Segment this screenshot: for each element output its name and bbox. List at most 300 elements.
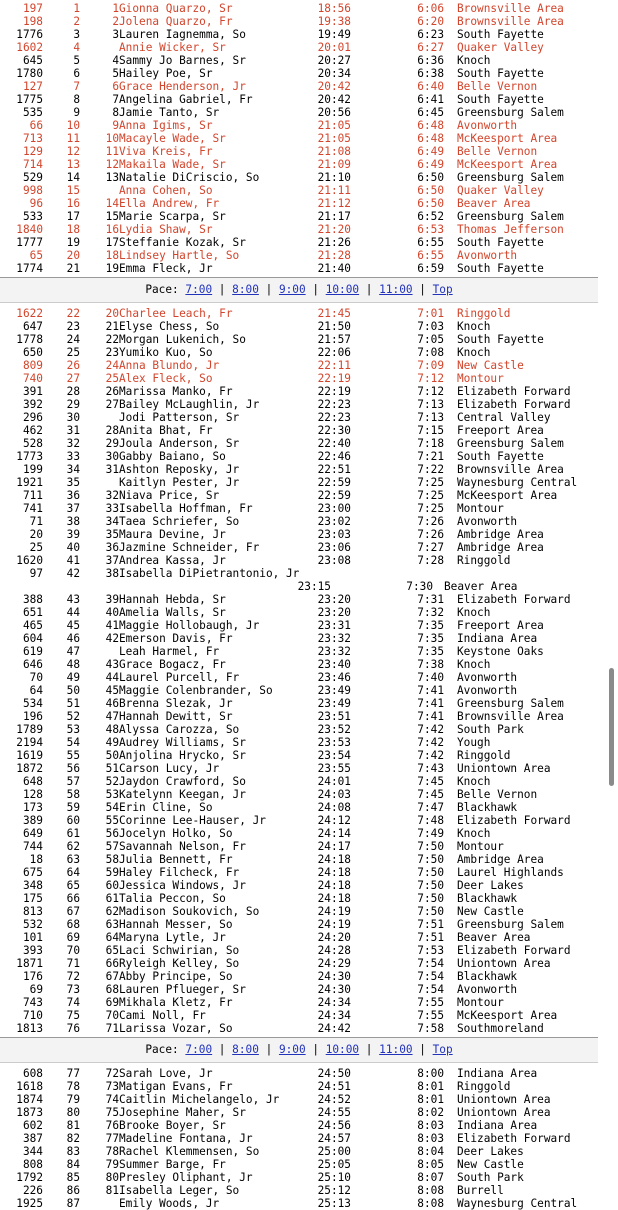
pace-link-7-00[interactable]: 7:00 <box>185 1043 213 1056</box>
result-row <box>0 853 618 866</box>
team-name: Elizabeth Forward <box>457 398 571 411</box>
runner-name: Madison Soukovich, So <box>119 905 260 918</box>
overall-place: 39 <box>66 528 80 541</box>
pace-link-9-00[interactable]: 9:00 <box>278 1043 306 1056</box>
team-place: 16 <box>105 223 119 236</box>
team-place: 66 <box>105 957 119 970</box>
team-name: South Park <box>457 1171 524 1184</box>
finish-time: 21:45 <box>317 307 351 320</box>
team-name: South Fayette <box>457 28 544 41</box>
runner-name: Hannah Dewitt, Sr <box>119 710 233 723</box>
runner-name: Sarah Love, Jr <box>119 1067 213 1080</box>
team-place: 19 <box>105 262 119 275</box>
overall-place: 68 <box>66 918 80 931</box>
pace: 7:55 <box>417 996 444 1009</box>
runner-name: Gionna Quarzo, Sr <box>119 2 233 15</box>
pace: 7:40 <box>417 671 444 684</box>
vertical-scrollbar[interactable] <box>609 668 614 786</box>
overall-place: 56 <box>66 762 80 775</box>
result-row <box>0 385 618 398</box>
overall-place: 5 <box>73 54 80 67</box>
bib-number: 645 <box>22 54 43 67</box>
finish-time: 19:38 <box>317 15 351 28</box>
team-place: 80 <box>105 1171 119 1184</box>
bib-number: 389 <box>22 814 43 827</box>
overall-place: 49 <box>66 671 80 684</box>
runner-name: Morgan Lukenich, So <box>119 333 246 346</box>
team-name: Elizabeth Forward <box>457 944 571 957</box>
runner-name: Macayle Wade, Sr <box>119 132 226 145</box>
bib-number: 199 <box>22 463 43 476</box>
finish-time: 21:40 <box>317 262 351 275</box>
team-place: 13 <box>105 171 119 184</box>
team-place: 48 <box>105 723 119 736</box>
pace: 7:12 <box>417 385 444 398</box>
runner-name: Lauren Iagnemma, So <box>119 28 246 41</box>
bib-number: 604 <box>22 632 43 645</box>
bib-number: 651 <box>22 606 43 619</box>
runner-name: Lydia Shaw, Sr <box>119 223 213 236</box>
finish-time: 24:56 <box>317 1119 351 1132</box>
bib-number: 1873 <box>16 1106 43 1119</box>
finish-time: 22:40 <box>317 437 351 450</box>
result-row <box>0 619 618 632</box>
team-name: Keystone Oaks <box>457 645 544 658</box>
bib-number: 1773 <box>16 450 43 463</box>
team-place: 8 <box>112 106 119 119</box>
result-row <box>0 28 618 41</box>
bib-number: 391 <box>22 385 43 398</box>
pace: 7:42 <box>417 749 444 762</box>
pace-link-7-00[interactable]: 7:00 <box>185 283 213 296</box>
pace-link-8-00[interactable]: 8:00 <box>232 283 259 296</box>
runner-name: Haley Filcheck, Fr <box>119 866 240 879</box>
finish-time: 23:52 <box>317 723 351 736</box>
runner-name: Jolena Quarzo, Fr <box>119 15 233 28</box>
overall-place: 47 <box>66 645 80 658</box>
bib-number: 602 <box>22 1119 43 1132</box>
bib-number: 70 <box>29 671 43 684</box>
finish-time: 24:08 <box>317 801 351 814</box>
pace-link-11-00[interactable]: 11:00 <box>379 283 413 296</box>
team-place: 10 <box>105 132 119 145</box>
team-name: Quaker Valley <box>457 184 544 197</box>
overall-place: 70 <box>66 944 80 957</box>
overall-place: 21 <box>66 262 80 275</box>
finish-time: 25:00 <box>317 1145 351 1158</box>
overall-place: 9 <box>73 106 80 119</box>
finish-time: 24:30 <box>317 970 351 983</box>
result-row <box>0 684 618 697</box>
runner-name: Jessica Windows, Jr <box>119 879 246 892</box>
team-place: 18 <box>105 249 119 262</box>
result-row <box>0 359 618 372</box>
team-name: Ringgold <box>457 307 511 320</box>
bib-number: 1780 <box>16 67 43 80</box>
team-name: Uniontown Area <box>457 1106 551 1119</box>
result-row <box>0 262 618 275</box>
bib-number: 462 <box>22 424 43 437</box>
bib-number: 388 <box>22 593 43 606</box>
bib-number: 608 <box>22 1067 43 1080</box>
bib-number: 226 <box>22 1184 43 1197</box>
overall-place: 35 <box>66 476 80 489</box>
team-name: Greensburg Salem <box>457 697 564 710</box>
runner-name: Jamie Tanto, Sr <box>119 106 220 119</box>
finish-time: 23:20 <box>317 606 351 619</box>
finish-time: 21:57 <box>317 333 351 346</box>
runner-name: Marie Scarpa, Sr <box>119 210 226 223</box>
bib-number: 1874 <box>16 1093 43 1106</box>
team-place: 5 <box>112 67 119 80</box>
bib-number: 1774 <box>16 262 43 275</box>
pace: 7:43 <box>417 762 444 775</box>
finish-time: 21:08 <box>317 145 351 158</box>
team-place: 34 <box>105 515 119 528</box>
team-place: 62 <box>105 905 119 918</box>
bib-number: 619 <box>22 645 43 658</box>
team-name: Burrell <box>457 1184 504 1197</box>
overall-place: 84 <box>66 1158 80 1171</box>
result-row <box>0 775 618 788</box>
team-name: South Fayette <box>457 262 544 275</box>
team-name: Waynesburg Central <box>457 476 578 489</box>
bib-number: 64 <box>29 684 43 697</box>
runner-name: Sammy Jo Barnes, Sr <box>119 54 246 67</box>
result-row <box>0 1119 618 1132</box>
team-name: Montour <box>457 372 504 385</box>
finish-time: 23:20 <box>317 593 351 606</box>
result-row <box>0 1067 618 1080</box>
runner-name: Alex Fleck, So <box>119 372 213 385</box>
team-place: 71 <box>105 1022 119 1035</box>
runner-name: Anna Blundo, Jr <box>119 359 220 372</box>
team-name: Greensburg Salem <box>457 918 564 931</box>
finish-time: 23:03 <box>317 528 351 541</box>
team-place: 45 <box>105 684 119 697</box>
finish-time: 24:28 <box>317 944 351 957</box>
team-place: 29 <box>105 437 119 450</box>
runner-name: Corinne Lee-Hauser, Jr <box>119 814 266 827</box>
result-row <box>0 801 618 814</box>
team-place: 37 <box>105 554 119 567</box>
pace-link-8-00[interactable]: 8:00 <box>232 1043 259 1056</box>
team-place: 56 <box>105 827 119 840</box>
team-place: 33 <box>105 502 119 515</box>
bib-number: 20 <box>29 528 43 541</box>
overall-place: 30 <box>66 411 80 424</box>
pace: 6:06 <box>417 2 444 15</box>
pace-separator: | <box>359 283 380 296</box>
result-row <box>0 346 618 359</box>
bib-number: 96 <box>29 197 43 210</box>
pace: 7:18 <box>417 437 444 450</box>
finish-time: 21:26 <box>317 236 351 249</box>
team-name: Laurel Highlands <box>457 866 564 879</box>
overall-place: 33 <box>66 450 80 463</box>
result-row <box>0 41 618 54</box>
finish-time: 25:13 <box>317 1197 351 1210</box>
overall-place: 3 <box>73 28 80 41</box>
runner-name: Jocelyn Holko, So <box>119 827 233 840</box>
result-row <box>0 606 618 619</box>
finish-time: 23:32 <box>317 645 351 658</box>
pace: 7:27 <box>417 541 444 554</box>
pace-link-10-00[interactable]: 10:00 <box>325 1043 360 1056</box>
overall-place: 23 <box>66 320 80 333</box>
team-place: 47 <box>105 710 119 723</box>
runner-name: Audrey Williams, Sr <box>119 736 246 749</box>
team-name: Ringgold <box>457 554 511 567</box>
finish-time: 23:00 <box>317 502 351 515</box>
overall-place: 15 <box>66 184 80 197</box>
result-row <box>0 892 618 905</box>
result-row <box>0 1158 618 1171</box>
team-name: Avonworth <box>457 515 518 528</box>
result-row <box>0 1093 618 1106</box>
finish-time: 23:46 <box>317 671 351 684</box>
result-row <box>0 223 618 236</box>
overall-place: 78 <box>66 1080 80 1093</box>
finish-time: 22:11 <box>317 359 351 372</box>
team-place: 31 <box>105 463 119 476</box>
overall-place: 26 <box>66 359 80 372</box>
overall-place: 86 <box>66 1184 80 1197</box>
team-place: 58 <box>105 853 119 866</box>
pace: 6:55 <box>417 249 444 262</box>
pace: 7:55 <box>417 1009 444 1022</box>
finish-time: 24:19 <box>317 905 351 918</box>
pace-link-9-00[interactable]: 9:00 <box>278 283 306 296</box>
pace: 8:08 <box>417 1184 444 1197</box>
finish-time: 21:11 <box>317 184 351 197</box>
result-row <box>0 645 618 658</box>
bib-number: 646 <box>22 658 43 671</box>
overall-place: 87 <box>66 1197 80 1210</box>
finish-time: 23:49 <box>317 684 351 697</box>
pace: 7:22 <box>417 463 444 476</box>
team-place: 77 <box>105 1132 119 1145</box>
team-place: 28 <box>105 424 119 437</box>
team-place: 55 <box>105 814 119 827</box>
bib-number: 2194 <box>16 736 43 749</box>
finish-time: 18:56 <box>317 2 351 15</box>
team-name: McKeesport Area <box>457 1009 558 1022</box>
result-row <box>0 476 618 489</box>
bib-number: 69 <box>29 983 43 996</box>
team-name: Knoch <box>457 658 491 671</box>
finish-time: 24:17 <box>317 840 351 853</box>
overall-place: 43 <box>66 593 80 606</box>
result-row <box>0 905 618 918</box>
team-name: South Fayette <box>457 333 544 346</box>
team-name: Knoch <box>457 54 491 67</box>
runner-name: Gabby Baiano, So <box>119 450 226 463</box>
team-place: 7 <box>112 93 119 106</box>
pace: 7:25 <box>417 489 444 502</box>
overall-place: 48 <box>66 658 80 671</box>
finish-time: 20:27 <box>317 54 351 67</box>
overall-place: 63 <box>66 853 80 866</box>
overall-place: 66 <box>66 892 80 905</box>
runner-name: Carson Lucy, Jr <box>119 762 220 775</box>
team-name: Blackhawk <box>457 970 518 983</box>
bib-number: 101 <box>22 931 43 944</box>
team-place: 54 <box>105 801 119 814</box>
runner-name: Abby Principe, So <box>119 970 233 983</box>
pace: 7:21 <box>417 450 444 463</box>
pace: 6:45 <box>417 106 444 119</box>
runner-name: Kaitlyn Pester, Jr <box>119 476 240 489</box>
result-row <box>0 996 618 1009</box>
overall-place: 18 <box>66 223 80 236</box>
team-place: 2 <box>112 15 119 28</box>
finish-time: 23:15 <box>297 580 331 593</box>
runner-name: Caitlin Michelangelo, Jr <box>119 1093 280 1106</box>
runner-name: Isabella DiPietrantonio, Jr <box>119 567 300 580</box>
team-place: 20 <box>105 307 119 320</box>
team-place: 4 <box>112 54 119 67</box>
team-name: Quaker Valley <box>457 41 544 54</box>
top-link[interactable]: Top <box>432 1043 453 1056</box>
runner-name: Natalie DiCriscio, So <box>119 171 260 184</box>
runner-name: Elyse Chess, So <box>119 320 220 333</box>
team-name: Ambridge Area <box>457 528 544 541</box>
result-row <box>0 119 618 132</box>
finish-time: 24:18 <box>317 853 351 866</box>
finish-time: 22:19 <box>317 385 351 398</box>
result-row <box>0 1197 618 1210</box>
result-row <box>0 320 618 333</box>
finish-time: 23:02 <box>317 515 351 528</box>
bib-number: 741 <box>22 502 43 515</box>
bib-number: 1620 <box>16 554 43 567</box>
finish-time: 24:51 <box>317 1080 351 1093</box>
pace: 6:27 <box>417 41 444 54</box>
pace: 7:32 <box>417 606 444 619</box>
pace: 7:28 <box>417 554 444 567</box>
team-name: Greensburg Salem <box>457 171 564 184</box>
result-row <box>0 184 618 197</box>
overall-place: 50 <box>66 684 80 697</box>
result-row <box>0 944 618 957</box>
team-name: Indiana Area <box>457 1119 538 1132</box>
team-place: 22 <box>105 333 119 346</box>
runner-name: Yumiko Kuo, So <box>119 346 213 359</box>
result-row <box>0 1145 618 1158</box>
team-name: Belle Vernon <box>457 145 538 158</box>
finish-time: 21:10 <box>317 171 351 184</box>
team-place: 69 <box>105 996 119 1009</box>
pace: 7:35 <box>417 645 444 658</box>
team-name: McKeesport Area <box>457 489 558 502</box>
result-row <box>0 210 618 223</box>
runner-name: Mikhala Kletz, Fr <box>119 996 233 1009</box>
finish-time: 20:56 <box>317 106 351 119</box>
team-place: 73 <box>105 1080 119 1093</box>
bib-number: 1602 <box>16 41 43 54</box>
result-row <box>0 762 618 775</box>
runner-name: Grace Henderson, Jr <box>119 80 246 93</box>
bib-number: 1618 <box>16 1080 43 1093</box>
finish-time: 23:51 <box>317 710 351 723</box>
runner-name: Leah Harmel, Fr <box>119 645 220 658</box>
overall-place: 74 <box>66 996 80 1009</box>
bib-number: 1921 <box>16 476 43 489</box>
overall-place: 20 <box>66 249 80 262</box>
team-place: 12 <box>105 158 119 171</box>
overall-place: 57 <box>66 775 80 788</box>
runner-name: Taea Schriefer, So <box>119 515 240 528</box>
team-place: 60 <box>105 879 119 892</box>
top-link[interactable]: Top <box>432 283 453 296</box>
finish-time: 24:55 <box>317 1106 351 1119</box>
finish-time: 20:34 <box>317 67 351 80</box>
team-place: 65 <box>105 944 119 957</box>
pace: 6:36 <box>417 54 444 67</box>
bib-number: 176 <box>22 970 43 983</box>
result-row <box>0 515 618 528</box>
result-row <box>0 333 618 346</box>
finish-time: 24:29 <box>317 957 351 970</box>
bib-number: 129 <box>22 145 43 158</box>
team-place: 43 <box>105 658 119 671</box>
overall-place: 32 <box>66 437 80 450</box>
runner-name: Hannah Messer, So <box>119 918 233 931</box>
result-row <box>0 171 618 184</box>
team-name: Uniontown Area <box>457 957 551 970</box>
bib-number: 648 <box>22 775 43 788</box>
finish-time: 22:46 <box>317 450 351 463</box>
result-row <box>0 593 618 606</box>
runner-name: Joula Anderson, Sr <box>119 437 240 450</box>
finish-time: 24:19 <box>317 918 351 931</box>
bib-number: 198 <box>22 15 43 28</box>
result-row <box>0 866 618 879</box>
overall-place: 1 <box>73 2 80 15</box>
team-name: Knoch <box>457 827 491 840</box>
overall-place: 62 <box>66 840 80 853</box>
team-name: Brownsville Area <box>457 463 564 476</box>
pace-link-10-00[interactable]: 10:00 <box>325 283 360 296</box>
bib-number: 1619 <box>16 749 43 762</box>
team-name: Knoch <box>457 775 491 788</box>
team-place: 59 <box>105 866 119 879</box>
runner-name: Anna Igims, Sr <box>119 119 213 132</box>
overall-place: 40 <box>66 541 80 554</box>
runner-name: Hailey Poe, Sr <box>119 67 213 80</box>
result-row <box>0 158 618 171</box>
finish-time: 21:12 <box>317 197 351 210</box>
overall-place: 59 <box>66 801 80 814</box>
runner-name: Makaila Wade, Sr <box>119 158 226 171</box>
bib-number: 387 <box>22 1132 43 1145</box>
team-place: 46 <box>105 697 119 710</box>
pace-link-11-00[interactable]: 11:00 <box>379 1043 413 1056</box>
team-name: Freeport Area <box>457 619 544 632</box>
finish-time: 25:12 <box>317 1184 351 1197</box>
overall-place: 67 <box>66 905 80 918</box>
runner-name: Jaydon Crawford, So <box>119 775 246 788</box>
team-place: 25 <box>105 372 119 385</box>
pace: 7:25 <box>417 502 444 515</box>
finish-time: 23:32 <box>317 632 351 645</box>
bib-number: 1778 <box>16 333 43 346</box>
team-place: 76 <box>105 1119 119 1132</box>
bib-number: 1776 <box>16 28 43 41</box>
finish-time: 24:42 <box>317 1022 351 1035</box>
team-name: Avonworth <box>457 119 518 132</box>
